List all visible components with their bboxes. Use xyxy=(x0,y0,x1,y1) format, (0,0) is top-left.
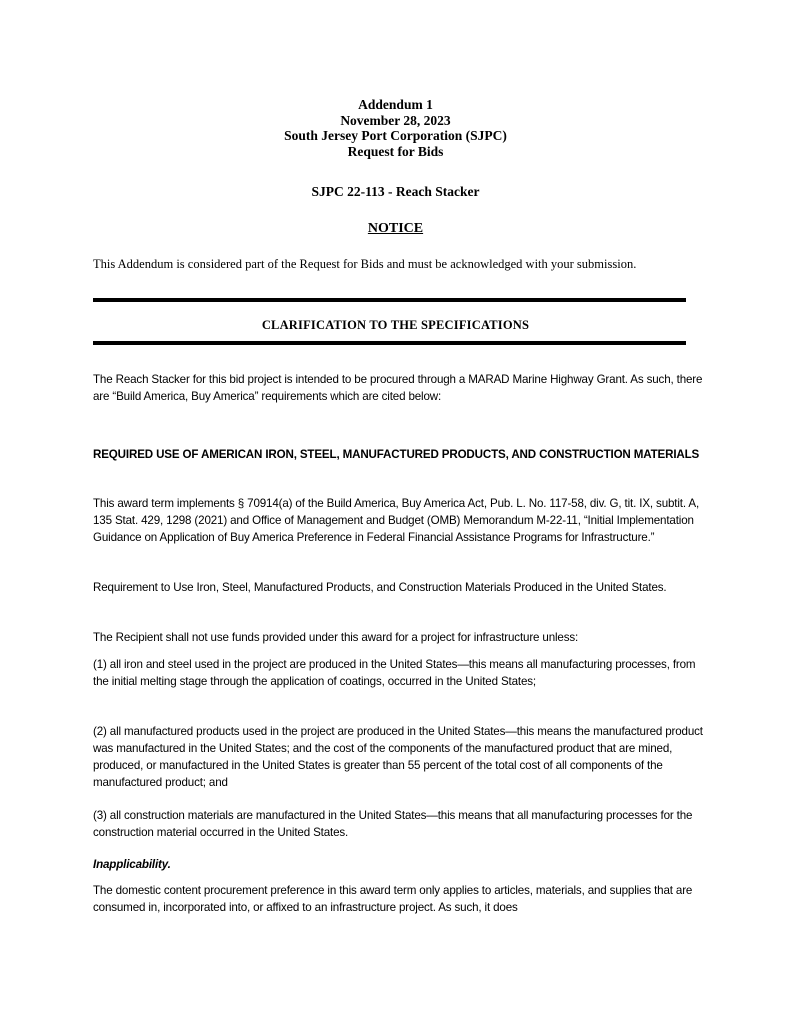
requirement-heading-block xyxy=(93,446,705,463)
document-header xyxy=(0,97,791,159)
recipient-statement-text: The Recipient shall not use funds provided under this award for a project for infrastructure unless: xyxy=(93,631,579,644)
notice-heading: NOTICE xyxy=(367,221,424,236)
list-item-2 xyxy=(93,723,705,791)
award-term-paragraph xyxy=(93,495,705,546)
list-item-1 xyxy=(93,656,705,690)
recipient-statement-paragraph xyxy=(93,629,705,646)
award-term-text: This award term implements § 70914(a) of the Build America, Buy America Act, Pub. L. No. 117-58, div. G, tit. IX, subtit. A, 135 Stat. 429, 1298 (2021) and Office of Management and Budget (OMB) Memorandum M-22-11, “Initial Implementation Guidance on Application of Buy America Preference in Federal Financial Assistance Programs for Infrastructure.” xyxy=(93,497,700,544)
intro-paragraph xyxy=(93,371,705,405)
bottom-rule xyxy=(93,341,686,345)
list-item-3 xyxy=(93,807,705,841)
top-rule xyxy=(93,298,686,302)
list-item-2-text: (2) all manufactured products used in the project are produced in the United States—this means the manufactured product was manufactured in the United States; and the cost of the components of the manufactured product that are mined, produced, or manufactured in the United States is greater than 55 percent of the total cost of all components of the manufactured product; and xyxy=(93,725,703,789)
addendum-date: November 28, 2023 xyxy=(340,112,451,128)
requirement-statement-paragraph xyxy=(93,579,705,596)
project-title: SJPC 22-113 - Reach Stacker xyxy=(311,184,480,199)
requirement-statement-text: Requirement to Use Iron, Steel, Manufactured Products, and Construction Materials Produced in the United States. xyxy=(93,581,667,594)
inapplicability-heading-block xyxy=(93,856,705,873)
addendum-number: Addendum 1 xyxy=(358,97,433,112)
inapplicability-heading: Inapplicability. xyxy=(93,858,171,871)
inapplicability-text: The domestic content procurement preference in this award term only applies to articles, materials, and supplies that are consumed in, incorporated into, or affixed to an infrastructure project. As such, it does xyxy=(93,884,693,914)
intro-text: The Reach Stacker for this bid project is intended to be procured through a MARAD Marine Highway Grant. As such, there are “Build America, Buy America” requirements which are cited below: xyxy=(93,373,703,403)
addendum-statement: This Addendum is considered part of the Request for Bids and must be acknowledged with your submission. xyxy=(93,257,637,271)
list-item-3-text: (3) all construction materials are manufactured in the United States—this means that all manufacturing processes for the construction material occurred in the United States. xyxy=(93,809,693,839)
inapplicability-paragraph xyxy=(93,882,705,916)
requirement-heading: REQUIRED USE OF AMERICAN IRON, STEEL, MANUFACTURED PRODUCTS, AND CONSTRUCTION MATERIALS xyxy=(93,448,700,461)
list-item-1-text: (1) all iron and steel used in the project are produced in the United States—this means all manufacturing processes, from the initial melting stage through the application of coatings, occurred in the United States; xyxy=(93,658,696,688)
organization-name: South Jersey Port Corporation (SJPC) xyxy=(284,128,507,143)
section-heading: CLARIFICATION TO THE SPECIFICATIONS xyxy=(261,318,530,332)
request-type: Request for Bids xyxy=(347,143,444,159)
